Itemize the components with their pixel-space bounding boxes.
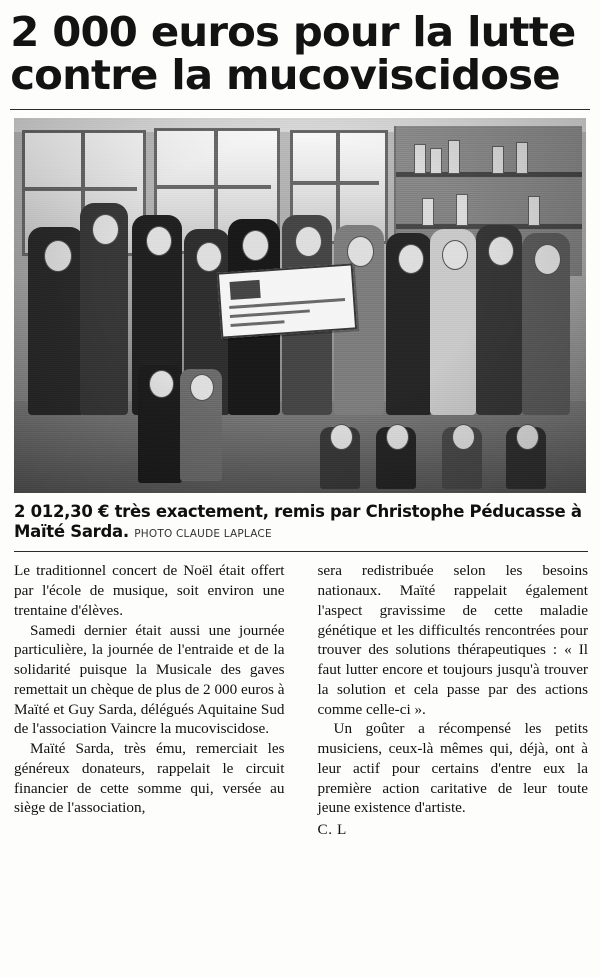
oversized-cheque	[217, 264, 357, 339]
article-photo	[14, 118, 586, 493]
photo-caption	[14, 502, 588, 541]
divider-middle	[14, 551, 588, 552]
photo-floor	[14, 401, 586, 493]
paragraph: Le traditionnel concert de Noël était offert par l'école de musique, soit environ une trentaine d'élèves.	[14, 562, 285, 619]
paragraph: Maïté Sarda, très ému, remerciait les généreux donateurs, rappelait le circuit financier de cette somme qui, versée au siège de l'association,	[14, 740, 285, 817]
article-body	[14, 561, 588, 840]
headline-line-2: contre la mucoviscidose	[10, 51, 560, 100]
paragraph: sera redistribuée selon les besoins nationaux. Maïté rappelait également l'aspect gravissime de cette maladie génétique et les difficultés rencontrées pour trouver des solutions thérapeutiques : « Il faut lutter encore et toujours jusqu'à trouver la solution et cela passe par des actions comme celle-ci ».	[317, 562, 588, 718]
article-column-left	[14, 561, 285, 818]
headline-line-1: 2 000 euros pour la lutte	[10, 8, 576, 56]
article-signature: C. L	[317, 821, 347, 839]
photo-credit: PHOTO CLAUDE LAPLACE	[134, 527, 272, 540]
article-photo-wrapper	[14, 118, 588, 493]
article-column-right	[317, 561, 588, 840]
divider-top	[10, 109, 590, 110]
paragraph: Samedi dernier était aussi une journée particulière, la journée de l'entraide et de la solidarité puisque la Musicale des gaves remettait un chèque de plus de 2 000 euros à Maïté et Guy Sarda, délégués Aquitaine Sud de l'association Vaincre la mucoviscidose.	[14, 621, 285, 738]
page-title	[0, 0, 600, 100]
paragraph: Un goûter a récompensé les petits musiciens, ceux-là mêmes qui, déjà, ont à leur actif pour certains d'entre eux la première action caritative de leur toute jeune existence d'artiste.	[317, 720, 588, 817]
column-divider	[301, 561, 302, 840]
photo-caption-text: 2 012,30 € très exactement, remis par Christophe Péducasse à Maïté Sarda.	[14, 502, 582, 541]
